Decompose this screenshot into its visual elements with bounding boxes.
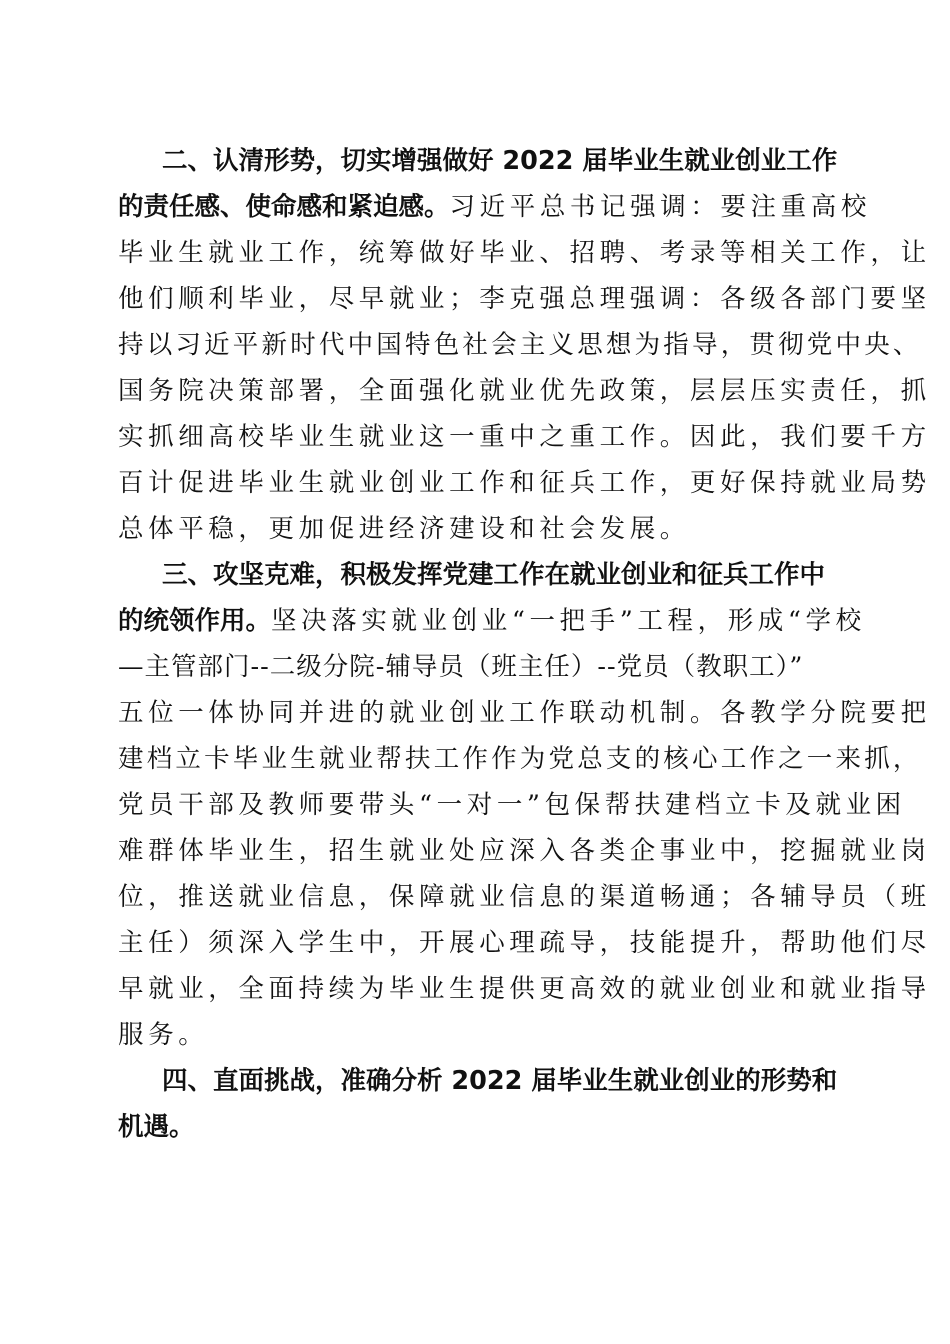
section2-heading: 二、认清形势，切实增强做好 2022 届毕业生就业创业工作	[162, 146, 838, 176]
paragraph-line: 国务院决策部署，全面强化就业优先政策，层层压实责任，抓	[118, 376, 931, 406]
section3-heading: 三、攻坚克难，积极发挥党建工作在就业创业和征兵工作中	[162, 560, 826, 590]
section3-line2-text: 坚决落实就业创业“一把手”工程，形成“学校	[271, 606, 866, 636]
paragraph-line: 建档立卡毕业生就业帮扶工作作为党总支的核心工作之一来抓，	[118, 744, 922, 774]
paragraph-line: 党员干部及教师要带头“一对一”包保帮扶建档立卡及就业困	[118, 790, 906, 820]
paragraph-line: 难群体毕业生，招生就业处应深入各类企事业中，挖掘就业岗	[118, 836, 931, 866]
section3-line-2	[118, 598, 918, 644]
paragraph-line: 位，推送就业信息，保障就业信息的渠道畅通；各辅导员（班	[118, 882, 931, 912]
paragraph-line: 服务。	[118, 1020, 209, 1050]
paragraph-line: 早就业，全面持续为毕业生提供更高效的就业创业和就业指导	[118, 974, 931, 1004]
paragraph-line: 百计促进毕业生就业创业工作和征兵工作，更好保持就业局势	[118, 468, 931, 498]
paragraph-line: —主管部门--二级分院-辅导员（班主任）--党员（教职工）”	[118, 652, 804, 682]
paragraph-line: 总体平稳，更加促进经济建设和社会发展。	[118, 514, 690, 544]
section2-line2-text: 习近平总书记强调：要注重高校	[449, 192, 871, 222]
section2-line-2	[118, 184, 918, 230]
paragraph-line: 主任）须深入学生中，开展心理疏导，技能提升，帮助他们尽	[118, 928, 931, 958]
section4-heading-end: 机遇。	[118, 1112, 195, 1142]
paragraph-line: 实抓细高校毕业生就业这一重中之重工作。因此，我们要千方	[118, 422, 931, 452]
paragraph-line: 毕业生就业工作，统筹做好毕业、招聘、考录等相关工作，让	[118, 238, 931, 268]
paragraph-line: 五位一体协同并进的就业创业工作联动机制。各教学分院要把	[118, 698, 931, 728]
section3-heading-end: 的统领作用。	[118, 606, 272, 636]
paragraph-line: 持以习近平新时代中国特色社会主义思想为指导，贯彻党中央、	[118, 330, 922, 360]
section4-heading: 四、直面挑战，准确分析 2022 届毕业生就业创业的形势和	[162, 1066, 838, 1096]
paragraph-line: 他们顺利毕业，尽早就业；李克强总理强调：各级各部门要坚	[118, 284, 931, 314]
section2-heading-end: 的责任感、使命感和紧迫感。	[118, 192, 450, 222]
